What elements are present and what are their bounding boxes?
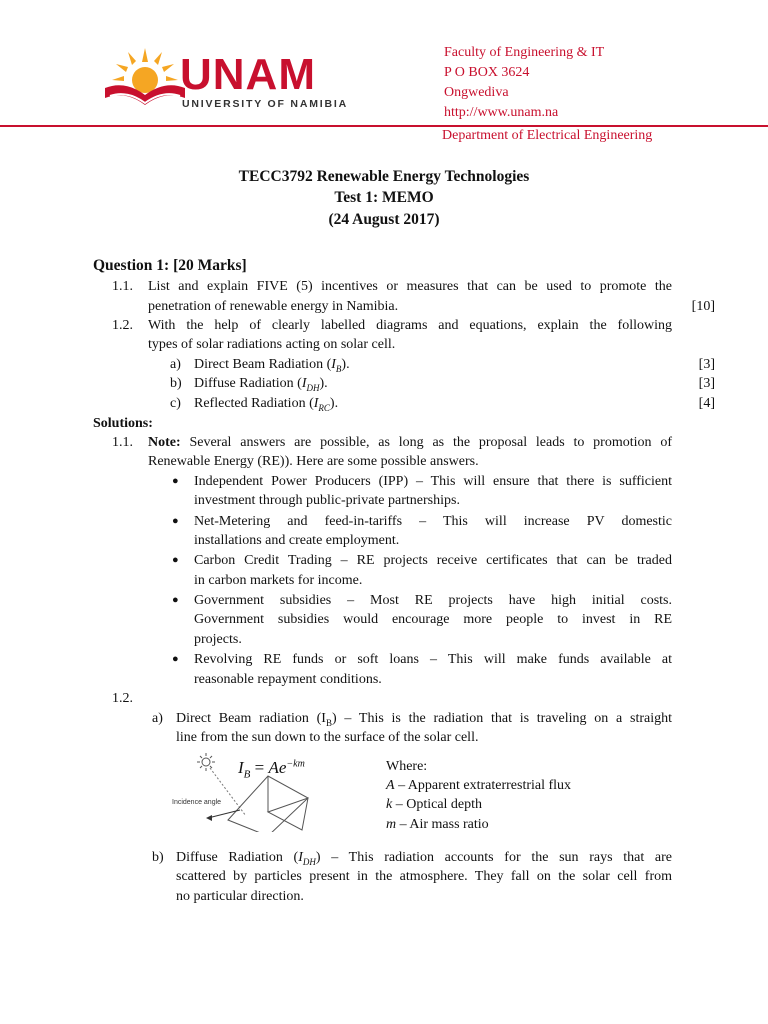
sol-a-line1: Direct Beam radiation $(I_B)$ – This is the radiation that is traveling on a straight (176, 711, 673, 728)
q11-number: 1.1. (112, 279, 133, 294)
def-a: A – Apparent extraterrestrial flux (386, 778, 572, 793)
part-c-letter: c) (170, 396, 181, 411)
department-line: Department of Electrical Engineering (442, 128, 653, 143)
test-title: Test 1: MEMO (334, 189, 434, 206)
q12-line1: With the help of clearly labelled diagrams and equations, explain the following (148, 318, 672, 333)
website-link[interactable]: http://www.unam.na (444, 105, 559, 120)
bullet-1-line2: investment through public-private partnerships. (194, 493, 460, 508)
bullet-4-line1: Government subsidies – Most RE projects have high initial costs. (194, 593, 672, 608)
logo-subtitle: UNIVERSITY OF NAMIBIA (182, 98, 348, 110)
q12-number: 1.2. (112, 318, 133, 333)
s11-number: 1.1. (112, 435, 133, 450)
sol-b-line2: scattered by particles present in the atmosphere. They fall on the solar cell from (176, 869, 672, 884)
sol-b-line1: Diffuse Radiation $(I_{DH})$ – This radiation accounts for the sun rays that are (176, 850, 672, 867)
sol-b-letter: b) (152, 850, 164, 865)
q11-mark: [10] (691, 299, 715, 314)
bullet-dot-5: ● (172, 653, 179, 665)
def-k: k – Optical depth (386, 797, 483, 812)
logo-wordmark: UNAM (180, 50, 316, 99)
test-date: (24 August 2017) (328, 211, 440, 228)
bullet-1-line1: Independent Power Producers (IPP) – This will ensure that there is sufficient (194, 474, 672, 489)
bullet-dot-4: ● (172, 594, 179, 606)
bullet-dot-3: ● (172, 554, 179, 566)
note-line1: Note: Several answers are possible, as long as the proposal leads to promotion of (148, 435, 672, 450)
note-line2: Renewable Energy (RE)). Here are some possible answers. (148, 454, 479, 469)
q11-line2: penetration of renewable energy in Namibia. (148, 299, 399, 314)
sun-icon (197, 753, 215, 771)
def-m: m – Air mass ratio (386, 817, 489, 832)
bullet-dot-1: ● (172, 475, 179, 487)
town-line: Ongwediva (444, 85, 509, 100)
part-a-text: Direct Beam Radiation $(I_B)$. (194, 357, 350, 374)
bullet-dot-2: ● (172, 515, 179, 527)
s12-number: 1.2. (112, 691, 133, 706)
part-a-mark: [3] (698, 357, 715, 372)
bullet-5-line2: reasonable repayment conditions. (194, 672, 382, 687)
unam-logo (100, 40, 350, 115)
q12-line2: types of solar radiations acting on solar cell. (148, 337, 396, 352)
bullet-3-line2: in carbon markets for income. (194, 573, 363, 588)
question-heading: Question 1: [20 Marks] (93, 257, 247, 274)
where-label: Where: (386, 759, 428, 774)
header-rule (0, 125, 768, 127)
bullet-4-line2: Government subsidies would encourage more people to invest in RE (194, 612, 672, 627)
faculty-line: Faculty of Engineering & IT (444, 45, 605, 60)
bullet-5-line1: Revolving RE funds or soft loans – This will make funds available at (194, 652, 672, 667)
part-c-mark: [4] (698, 396, 715, 411)
part-b-mark: [3] (698, 376, 715, 391)
part-c-text: Reflected Radiation $(I_{RC})$. (194, 396, 339, 413)
incidence-angle-label: Incidence angle (172, 799, 222, 806)
bullet-3-line1: Carbon Credit Trading – RE projects receive certificates that can be traded (194, 553, 672, 568)
sun-book-icon (100, 40, 190, 115)
solutions-heading: Solutions: (93, 416, 153, 431)
part-b-text: Diffuse Radiation $(I_{DH})$. (194, 376, 328, 393)
sol-b-line3: no particular direction. (176, 889, 304, 904)
formula: $I_B = Ae^{-km}$ (238, 758, 305, 781)
q11-line1: List and explain FIVE (5) incentives or measures that can be used to promote the (148, 279, 672, 294)
part-b-letter: b) (170, 376, 182, 391)
bullet-2-line1: Net-Metering and feed-in-tariffs – This will increase PV domestic (194, 514, 672, 529)
sol-a-letter: a) (152, 711, 163, 726)
course-title: TECC3792 Renewable Energy Technologies (238, 168, 530, 185)
part-a-letter: a) (170, 357, 181, 372)
bullet-2-line2: installations and create employment. (194, 533, 400, 548)
bullet-4-line3: projects. (194, 632, 242, 647)
pobox-line: P O BOX 3624 (444, 65, 530, 80)
sol-a-line2: line from the sun down to the surface of the solar cell. (176, 730, 479, 745)
